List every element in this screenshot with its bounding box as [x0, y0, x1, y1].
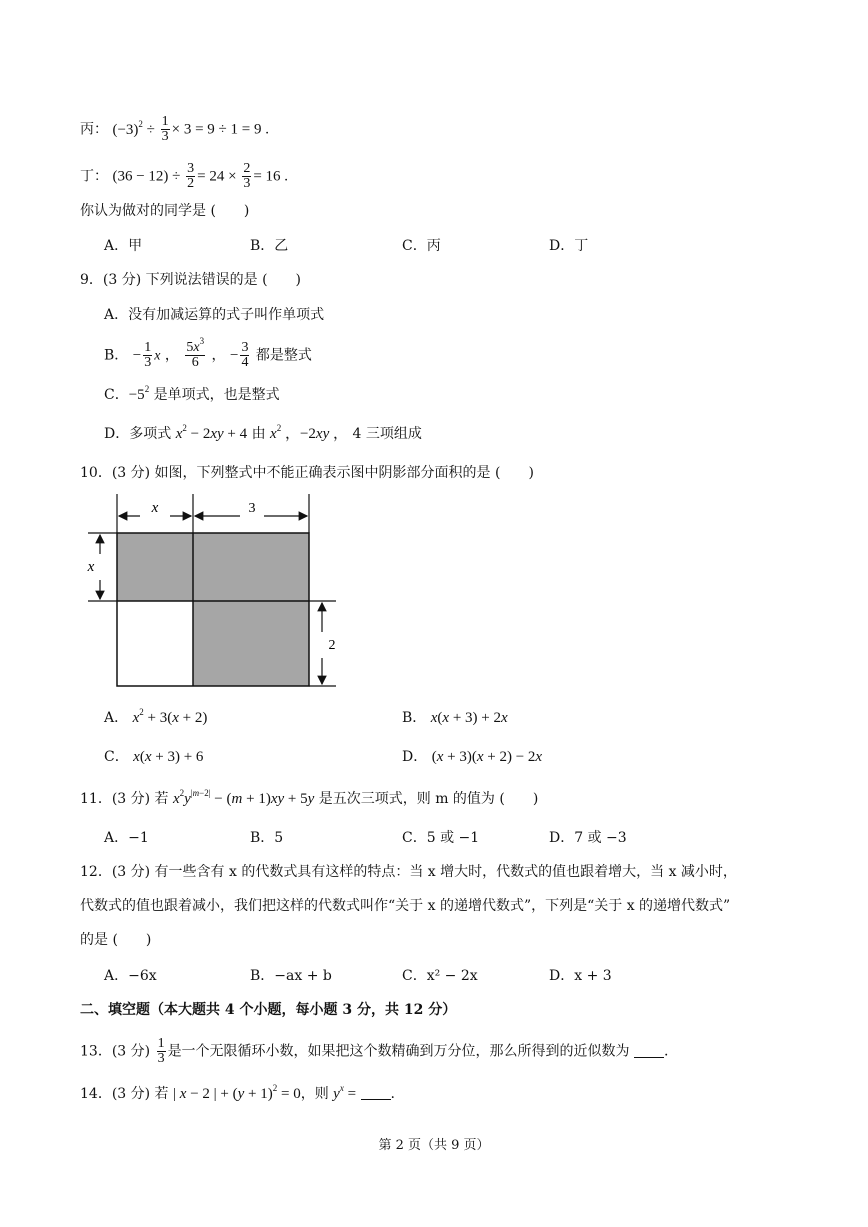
fraction: $\frac{3}{4}$	[241, 340, 249, 370]
q12-option-a[interactable]: A．−6x	[104, 968, 157, 984]
q9-stem: 9．(3 分) 下列说法错误的是 ( )	[80, 272, 302, 288]
area-figure	[80, 492, 340, 692]
q8-option-c[interactable]: C．丙	[402, 238, 441, 254]
q12-line-2: 代数式的值也跟着减小，我们把这样的代数式叫作“关于 x 的递增代数式”，下列是“关于 x 的递增代数式”	[80, 898, 731, 914]
q10-option-c[interactable]: C． x(x + 3) + 6	[104, 749, 204, 765]
shaded-top-right	[193, 533, 309, 601]
q8-question: 你认为做对的同学是 ( )	[80, 203, 250, 219]
fraction: $\frac{1}{3}$	[157, 1036, 165, 1066]
q10-option-d[interactable]: D． (x + 3)(x + 2) − 2x	[402, 749, 543, 765]
q9-option-c-tail: 是单项式，也是整式	[153, 387, 280, 403]
fraction: $\frac{2}{3}$	[243, 161, 251, 191]
shaded-top-left	[117, 533, 193, 601]
q12-option-d[interactable]: D．x + 3	[549, 968, 612, 984]
q14-answer-blank[interactable]	[361, 1085, 391, 1100]
shaded-bottom-right	[193, 601, 309, 686]
q12-line-3: 的是 ( )	[80, 932, 152, 948]
fraction: $\frac{1}{3}$	[144, 340, 152, 370]
q12-line-1: 12．(3 分) 有一些含有 x 的代数式具有这样的特点：当 x 增大时，代数式的值也跟着增大，当 x 减小时，	[80, 864, 737, 880]
q8-option-a[interactable]: A．甲	[104, 238, 143, 254]
q11-option-d[interactable]: D．7 或 −3	[549, 830, 627, 846]
q10-option-b[interactable]: B． x(x + 3) + 2x	[402, 710, 508, 726]
q8-ding-label: 丁：	[80, 168, 108, 185]
q8-bing-label: 丙：	[80, 121, 108, 138]
q8-option-b[interactable]: B．乙	[250, 238, 289, 254]
q8-option-d[interactable]: D．丁	[549, 238, 589, 254]
q13-answer-blank[interactable]	[634, 1043, 664, 1058]
q12-option-b[interactable]: B．−ax + b	[250, 968, 332, 984]
q13-stem: 13．(3 分) $\frac{1}{3}$ 是一个无限循环小数，如果把这个数精确到万分位，那么所得到的近似数为 .	[80, 1036, 669, 1066]
label-right: 2	[328, 638, 336, 653]
q9-option-a[interactable]: A．没有加减运算的式子叫作单项式	[104, 307, 325, 323]
label-top-right: 3	[248, 501, 256, 516]
q8-bing-line: 丙： $(-3)^2$ ÷ $\frac{1}{3}$ × 3 = 9 ÷ 1 = 9 .	[80, 114, 270, 144]
q9-option-c[interactable]: C．$-5^2$ 是单项式，也是整式	[104, 384, 280, 403]
q8-ding-line: 丁： (36 − 12) ÷ $\frac{3}{2}$ = 24 × $\frac{2}{3}$ = 16 .	[80, 161, 289, 191]
q9-option-b-tail: 都是整式	[255, 347, 312, 364]
q11-option-a[interactable]: A．−1	[104, 830, 149, 846]
q9-option-d[interactable]: D．多项式 $x^2 - 2xy + 4$ 由 $x^2$ ，−2xy ， 4 三项组成	[104, 423, 422, 442]
section-2-title: 二、填空题（本大题共 4 个小题，每小题 3 分，共 12 分）	[80, 1002, 457, 1018]
q11-stem: 11．(3 分) 若 $x^2y^{|m-2|} - (m + 1)xy + 5y$ 是五次三项式，则 m 的值为 ( )	[80, 788, 539, 807]
label-top-left: x	[151, 500, 159, 516]
q10-stem: 10．(3 分) 如图，下列整式中不能正确表示图中阴影部分面积的是 ( )	[80, 465, 534, 481]
fraction: $\frac{3}{2}$	[187, 161, 195, 191]
q11-option-c[interactable]: C．5 或 −1	[402, 830, 480, 846]
q14-stem: 14．(3 分) 若 | x − 2 | + $(y + 1)^2 = 0$，则 $y^x$ = .	[80, 1083, 395, 1102]
q9-option-b[interactable]: B． − $\frac{1}{3}$ x ， $\frac{5x^3}{6}$ ， − $\frac{3}{4}$ 都是整式	[104, 336, 312, 370]
q12-option-c[interactable]: C．x² − 2x	[402, 968, 478, 984]
fraction: $\frac{1}{3}$	[161, 114, 169, 144]
q10-option-a[interactable]: A． $x^2 + 3(x + 2)$	[104, 707, 208, 726]
fraction: $\frac{5x^3}{6}$	[186, 336, 205, 370]
page-footer: 第 2 页（共 9 页）	[378, 1138, 490, 1153]
label-left: x	[87, 559, 95, 575]
q11-option-b[interactable]: B．5	[250, 830, 284, 846]
